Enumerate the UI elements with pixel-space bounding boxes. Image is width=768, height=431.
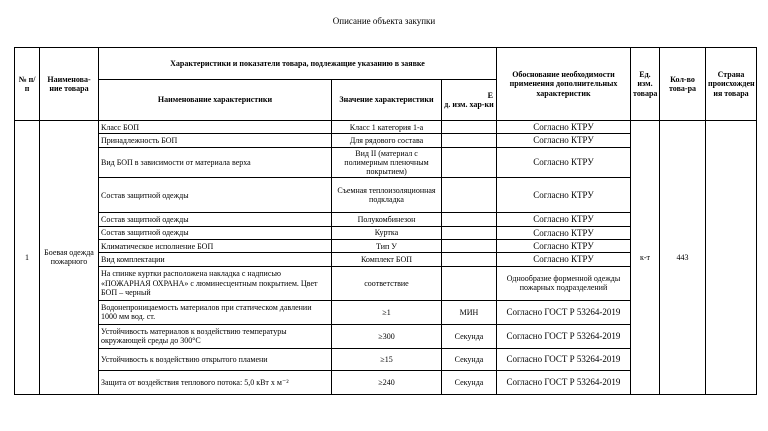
char-name-cell: Вид БОП в зависимости от материала верха: [99, 147, 332, 178]
char-value-cell: Комплект БОП: [332, 253, 442, 266]
char-value-cell: Съемная теплоизоляционная подкладка: [332, 178, 442, 213]
char-value-cell: ≥1: [332, 300, 442, 324]
header-unit-e: Е: [487, 90, 493, 100]
measure-unit-cell: к-т: [631, 121, 660, 395]
header-char-value: Значение характеристики: [332, 80, 442, 121]
char-unit-cell: Секунда: [442, 324, 497, 348]
header-char-name: Наименование характеристики: [99, 80, 332, 121]
char-unit-cell: МИН: [442, 300, 497, 324]
justification-cell: Согласно КТРУ: [497, 253, 631, 266]
header-justification: Обоснование необходимости применения дополнительных характеристик: [497, 48, 631, 121]
item-number: 1: [15, 121, 40, 395]
char-value-cell: Для рядового состава: [332, 134, 442, 147]
char-value-cell: ≥300: [332, 324, 442, 348]
char-value-cell: Класс 1 категория 1-а: [332, 121, 442, 134]
char-name-cell: На спинке куртки расположена накладка с надписью «ПОЖАРНАЯ ОХРАНА» с люминесцентным покрытием. Цвет БОП – черный: [99, 266, 332, 300]
justification-cell: Согласно КТРУ: [497, 239, 631, 252]
header-unit-text: д. изм. хар-ки: [444, 100, 494, 109]
char-unit-cell: [442, 121, 497, 134]
header-characteristics-group: Характеристики и показатели товара, подлежащие указанию в заявке: [99, 48, 497, 80]
char-name-cell: Состав защитной одежды: [99, 178, 332, 213]
justification-cell: Согласно КТРУ: [497, 147, 631, 178]
justification-cell: Согласно ГОСТ Р 53264-2019: [497, 324, 631, 348]
char-unit-cell: Секунда: [442, 348, 497, 370]
char-name-cell: Принадлежность БОП: [99, 134, 332, 147]
char-unit-cell: [442, 239, 497, 252]
char-name-cell: Вид комплектации: [99, 253, 332, 266]
char-unit-cell: [442, 253, 497, 266]
char-unit-cell: [442, 266, 497, 300]
item-product-name: Боевая одежда пожарного: [40, 121, 99, 395]
justification-cell: Согласно ГОСТ Р 53264-2019: [497, 348, 631, 370]
quantity-cell: 443: [660, 121, 706, 395]
header-quantity: Кол-во това-ра: [660, 48, 706, 121]
justification-cell: Согласно КТРУ: [497, 226, 631, 239]
char-value-cell: Полукомбинезон: [332, 213, 442, 226]
char-name-cell: Водонепроницаемость материалов при статическом давлении 1000 мм вод. ст.: [99, 300, 332, 324]
char-value-cell: Тип У: [332, 239, 442, 252]
procurement-table: [14, 47, 757, 395]
justification-cell: Согласно ГОСТ Р 53264-2019: [497, 370, 631, 394]
header-country: Страна происхожден ия товара: [706, 48, 757, 121]
char-name-cell: Устойчивость к воздействию открытого пламени: [99, 348, 332, 370]
char-value-cell: ≥15: [332, 348, 442, 370]
justification-cell: Согласно ГОСТ Р 53264-2019: [497, 300, 631, 324]
justification-cell: Согласно КТРУ: [497, 213, 631, 226]
char-value-cell: Куртка: [332, 226, 442, 239]
char-name-cell: Защита от воздействия теплового потока: 5,0 кВт х м⁻²: [99, 370, 332, 394]
document-title: Описание объекта закупки: [332, 16, 436, 26]
char-name-cell: Устойчивость материалов к воздействию температуры окружающей среды до 300°С: [99, 324, 332, 348]
char-unit-cell: [442, 226, 497, 239]
char-value-cell: соответствие: [332, 266, 442, 300]
char-name-cell: Состав защитной одежды: [99, 226, 332, 239]
char-unit-cell: [442, 178, 497, 213]
char-value-cell: ≥240: [332, 370, 442, 394]
char-name-cell: Климатическое исполнение БОП: [99, 239, 332, 252]
header-product-name: Наименова-ние товара: [40, 48, 99, 121]
justification-cell: Согласно КТРУ: [497, 134, 631, 147]
char-unit-cell: Секунда: [442, 370, 497, 394]
country-cell: [706, 121, 757, 395]
table-row: [15, 121, 757, 134]
justification-cell: Согласно КТРУ: [497, 178, 631, 213]
char-unit-cell: [442, 134, 497, 147]
justification-cell: Однообразие форменной одежды пожарных подразделений: [497, 266, 631, 300]
header-num: № п/п: [15, 48, 40, 121]
header-unit: [442, 80, 497, 121]
char-unit-cell: [442, 213, 497, 226]
char-name-cell: Класс БОП: [99, 121, 332, 134]
char-value-cell: Вид II (материал с полимерным пленочным покрытием): [332, 147, 442, 178]
header-measure-unit: Ед. изм. товара: [631, 48, 660, 121]
char-name-cell: Состав защитной одежды: [99, 213, 332, 226]
justification-cell: Согласно КТРУ: [497, 121, 631, 134]
char-unit-cell: [442, 147, 497, 178]
